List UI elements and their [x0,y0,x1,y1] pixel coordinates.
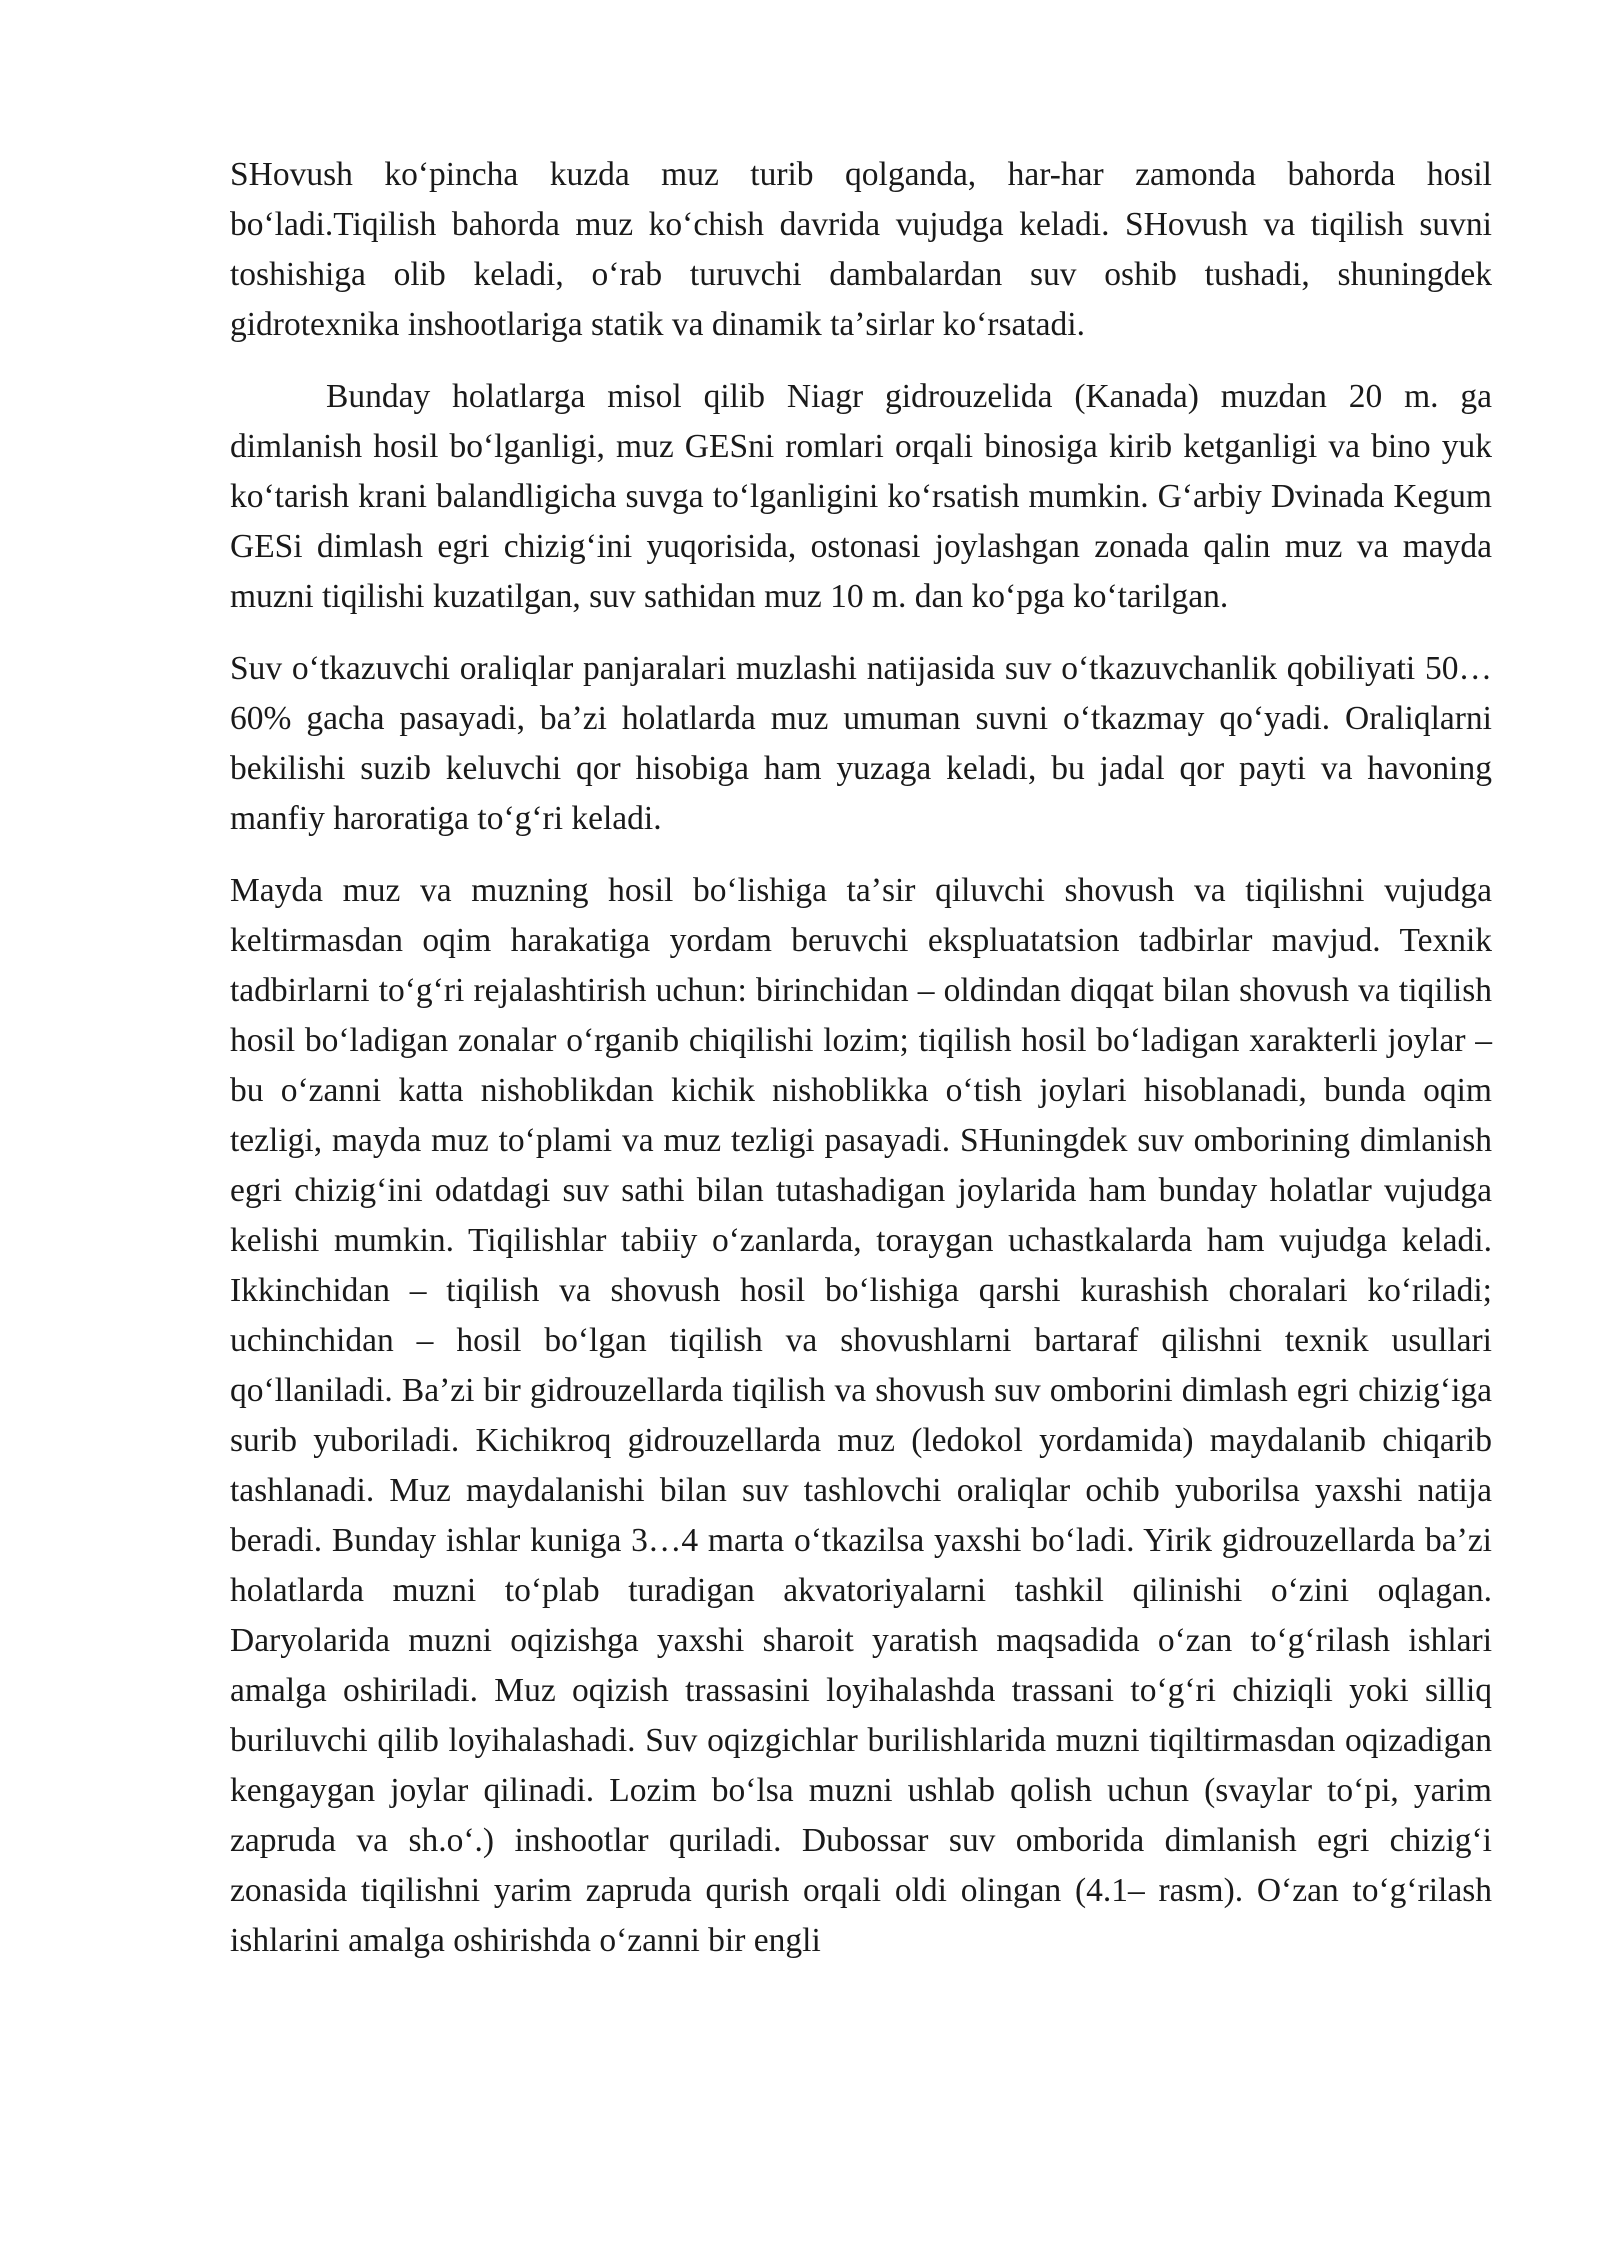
paragraph-2: Bunday holatlarga misol qilib Niagr gidrouzelida (Kanada) muzdan 20 m. ga dimlanish hosil boʻlganligi, muz GESni romlari orqali binosiga kirib ketganligi va bino yuk koʻtarish krani balandligicha suvga toʻlganligini koʻrsatish mumkin. Gʻarbiy Dvinada Kegum GESi dimlash egri chizigʻini yuqorisida, ostonasi joylashgan zonada qalin muz va mayda muzni tiqilishi kuzatilgan, suv sathidan muz 10 m. dan koʻpga koʻtarilgan. [230,378,1492,615]
paragraph-3: Suv oʻtkazuvchi oraliqlar panjaralari muzlashi natijasida suv oʻtkazuvchanlik qobiliyati 50…60% gacha pasayadi, baʼzi holatlarda muz umuman suvni oʻtkazmay qoʻyadi. Oraliqlarni bekilishi suzib keluvchi qor hisobiga ham yuzaga keladi, bu jadal qor payti va havoning manfiy haroratiga toʻgʻri keladi. [230,650,1492,837]
paragraph-1: SHovush koʻpincha kuzda muz turib qolganda, har-har zamonda bahorda hosil boʻladi.Tiqilish bahorda muz koʻchish davrida vujudga keladi. SHovush va tiqilish suvni toshishiga olib keladi, oʻrab turuvchi dambalardan suv oshib tushadi, shuningdek gidrotexnika inshootlariga statik va dinamik taʼsirlar koʻrsatadi. [230,156,1492,343]
document-page [230,150,1492,1988]
paragraph-4: Mayda muz va muzning hosil boʻlishiga taʼsir qiluvchi shovush va tiqilishni vujudga keltirmasdan oqim harakatiga yordam beruvchi ekspluatatsion tadbirlar mavjud. Texnik tadbirlarni toʻgʻri rejalashtirish uchun: birinchidan – oldindan diqqat bilan shovush va tiqilish hosil boʻladigan zonalar oʻrganib chiqilishi lozim; tiqilish hosil boʻladigan xarakterli joylar – bu oʻzanni katta nishoblikdan kichik nishoblikka oʻtish joylari hisoblanadi, bunda oqim tezligi, mayda muz toʻplami va muz tezligi pasayadi. SHuningdek suv omborining dimlanish egri chizigʻini odatdagi suv sathi bilan tutashadigan joylarida ham bunday holatlar vujudga kelishi mumkin. Tiqilishlar tabiiy oʻzanlarda, toraygan uchastkalarda ham vujudga keladi. Ikkinchidan – tiqilish va shovush hosil boʻlishiga qarshi kurashish choralari koʻriladi; uchinchidan – hosil boʻlgan tiqilish va shovushlarni bartaraf qilishni texnik usullari qoʻllaniladi. Baʼzi bir gidrouzellarda tiqilish va shovush suv omborini dimlash egri chizigʻiga surib yuboriladi. Kichikroq gidrouzellarda muz (ledokol yordamida) maydalanib chiqarib tashlanadi. Muz maydalanishi bilan suv tashlovchi oraliqlar ochib yuborilsa yaxshi natija beradi. Bunday ishlar kuniga 3…4 marta oʻtkazilsa yaxshi boʻladi. Yirik gidrouzellarda baʼzi holatlarda muzni toʻplab turadigan akvatoriyalarni tashkil qilinishi oʻzini oqlagan. Daryolarida muzni oqizishga yaxshi sharoit yaratish maqsadida oʻzan toʻgʻrilash ishlari amalga oshiriladi. Muz oqizish trassasini loyihalashda trassani toʻgʻri chiziqli yoki silliq buriluvchi qilib loyihalashadi. Suv oqizgichlar burilishlarida muzni tiqiltirmasdan oqizadigan kengaygan joylar qilinadi. Lozim boʻlsa muzni ushlab qolish uchun (svaylar toʻpi, yarim zapruda va sh.oʻ.) inshootlar quriladi. Dubossar suv omborida dimlanish egri chizigʻi zonasida tiqilishni yarim zapruda qurish orqali oldi olingan (4.1– rasm). Oʻzan toʻgʻrilash ishlarini amalga oshirishda oʻzanni bir engli [230,872,1492,1959]
